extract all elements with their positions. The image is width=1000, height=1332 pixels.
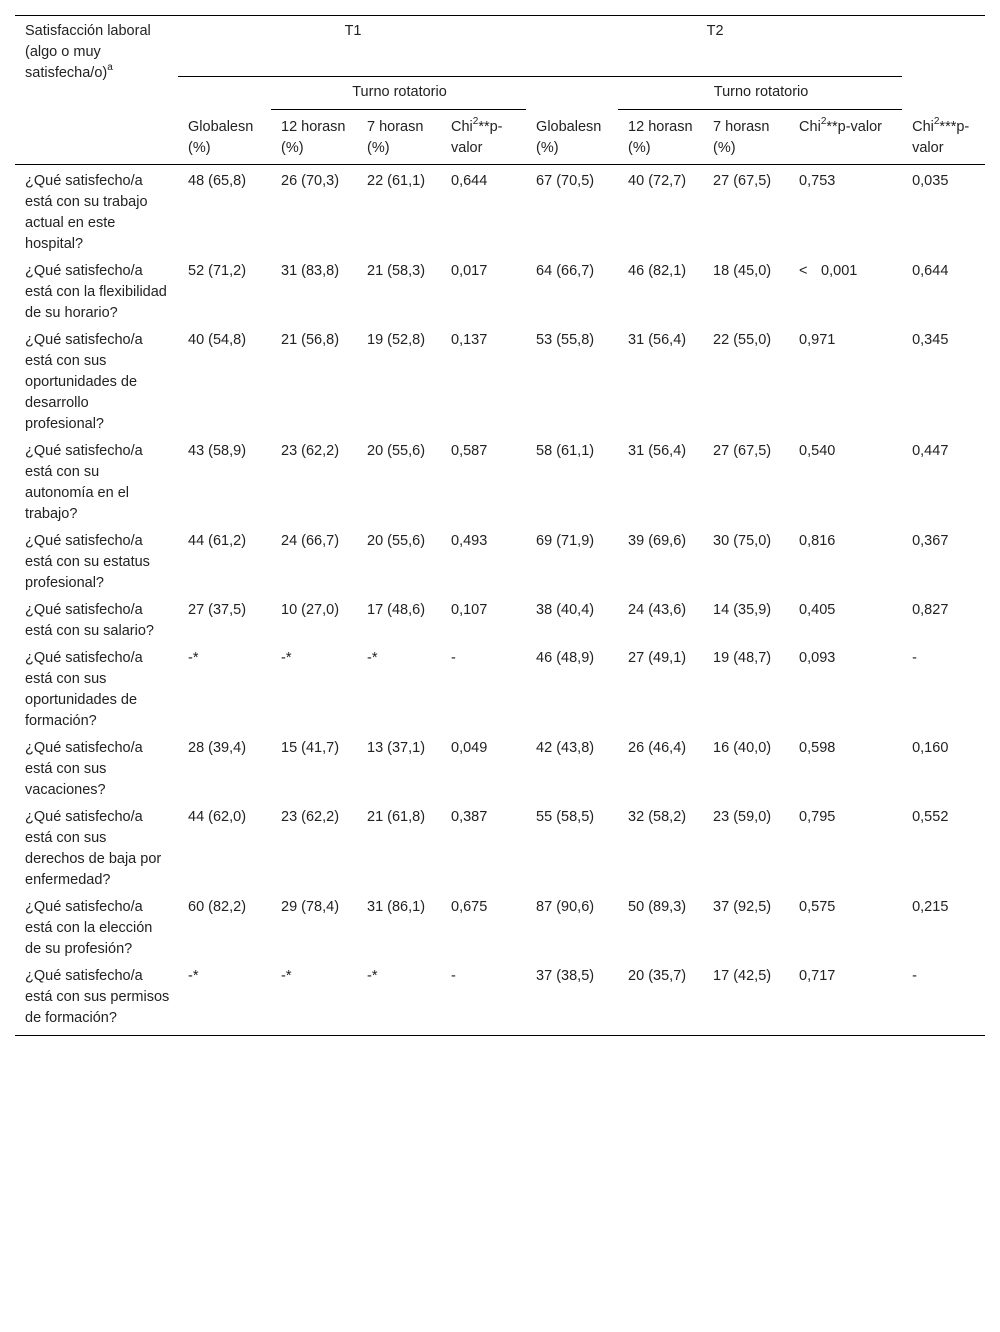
cell-t2-12h: 20 (35,7) [618,960,703,1036]
cell-t1-global: 27 (37,5) [188,602,247,618]
cell-t12-chi: 0,035 [912,173,949,189]
cell-t12-chi: - [912,650,917,666]
table-row [15,732,985,801]
cell-t1-7h: 19 (52,8) [367,332,426,348]
cell-t2-7h: 14 (35,9) [713,602,772,618]
cell-t12-chi: 0,644 [912,263,949,279]
question-cell: ¿Qué satisfecho/a está con su estatus profesional? [25,533,150,591]
cell-t2-12h: 50 (89,3) [628,899,687,915]
col-t2-chi: Chi$^2$**p-valor [789,110,902,165]
cell-t2-global: 55 (58,5) [536,809,595,825]
cell-t1-7h: -* [367,650,378,666]
t2-turno-header: Turno rotatorio [618,77,902,110]
cell-t1-global: 40 (54,8) [188,332,247,348]
cell-t2-chi: 0,540 [799,443,836,459]
cell-t2-global: 37 (38,5) [526,960,618,1036]
cell-t2-global: 87 (90,6) [536,899,595,915]
cell-t2-chi: 0,717 [789,960,902,1036]
cell-t2-chi: 0,093 [799,650,836,666]
cell-t1-global: 28 (39,4) [188,740,247,756]
cell-t2-chi: 0,753 [799,173,836,189]
cell-t1-7h: 22 (61,1) [367,173,426,189]
cell-t2-12h: 31 (56,4) [628,443,687,459]
cell-t2-global: 38 (40,4) [536,602,595,618]
cell-t12-chi: 0,215 [912,899,949,915]
cell-t2-chi: 0,971 [799,332,836,348]
question-cell: ¿Qué satisfecho/a está con su salario? [25,602,154,639]
cell-t1-12h: 23 (62,2) [281,443,340,459]
cell-t2-7h: 17 (42,5) [703,960,789,1036]
cell-t2-12h: 40 (72,7) [628,173,687,189]
cell-t2-global: 53 (55,8) [536,332,595,348]
cell-t1-chi: 0,137 [451,332,488,348]
cell-t1-7h: 20 (55,6) [367,443,426,459]
question-cell: ¿Qué satisfecho/a está con su autonomía en el trabajo? [25,443,143,522]
table-row [15,165,985,256]
col-t12-chi: Chi$^2$***p-valor [902,110,985,165]
cell-t12-chi: 0,447 [912,443,949,459]
cell-t1-global: 44 (61,2) [188,533,247,549]
question-cell: ¿Qué satisfecho/a está con sus oportunidades de desarrollo profesional? [25,332,143,432]
cell-t2-12h: 24 (43,6) [628,602,687,618]
col-t2-12h: 12 horasn (%) [618,110,703,165]
cell-t2-chi: 0,405 [799,602,836,618]
cell-t1-chi: 0,387 [451,809,488,825]
cell-t12-chi: 0,345 [912,332,949,348]
cell-t1-global: -* [178,960,271,1036]
cell-t1-chi: 0,049 [451,740,488,756]
cell-t2-7h: 18 (45,0) [713,263,772,279]
cell-t1-12h: 23 (62,2) [281,809,340,825]
cell-t1-global: -* [188,650,199,666]
cell-t1-chi: 0,107 [451,602,488,618]
less-than-sign: < [799,263,808,279]
cell-t1-12h: 26 (70,3) [281,173,340,189]
satisfaction-table [15,15,985,1036]
cell-t1-global: 43 (58,9) [188,443,247,459]
cell-t1-7h: 20 (55,6) [367,533,426,549]
row-label-header: Satisfacción laboral (algo o muy satisfecha/o)$^a$ [25,23,151,81]
table-row [15,324,985,435]
cell-t1-7h: 13 (37,1) [367,740,426,756]
cell-t1-7h: -* [357,960,441,1036]
cell-t1-7h: 21 (58,3) [367,263,426,279]
cell-t2-7h: 19 (48,7) [713,650,772,666]
cell-t1-12h: -* [281,650,292,666]
cell-t2-12h: 46 (82,1) [628,263,687,279]
cell-t2-12h: 26 (46,4) [628,740,687,756]
t2-header: T2 [526,16,902,77]
cell-t1-7h: 31 (86,1) [367,899,426,915]
cell-t1-global: 48 (65,8) [188,173,247,189]
cell-t2-global: 64 (66,7) [536,263,595,279]
cell-t1-chi: - [451,650,456,666]
cell-t12-chi: 0,552 [912,809,949,825]
cell-t1-12h: -* [271,960,357,1036]
col-t2-global: Globalesn (%) [526,110,618,165]
cell-t2-7h: 27 (67,5) [713,173,772,189]
col-t1-global: Globalesn (%) [178,110,271,165]
table-row [15,801,985,891]
cell-t2-global: 58 (61,1) [536,443,595,459]
cell-t1-12h: 21 (56,8) [281,332,340,348]
cell-t12-chi: 0,367 [912,533,949,549]
cell-t2-global: 67 (70,5) [536,173,595,189]
cell-t1-12h: 10 (27,0) [281,602,340,618]
cell-t1-chi: 0,017 [451,263,488,279]
cell-t2-7h: 22 (55,0) [713,332,772,348]
less-than-value: 0,001 [821,263,858,279]
cell-t2-global: 46 (48,9) [536,650,595,666]
table-row [15,525,985,594]
cell-t1-chi: 0,644 [451,173,488,189]
cell-t1-12h: 29 (78,4) [281,899,340,915]
col-t1-7h: 7 horasn (%) [357,110,441,165]
cell-t12-chi: 0,160 [912,740,949,756]
cell-t2-12h: 31 (56,4) [628,332,687,348]
cell-t1-chi: 0,675 [451,899,488,915]
t1-header: T1 [178,16,526,77]
cell-t1-global: 44 (62,0) [188,809,247,825]
cell-t2-7h: 27 (67,5) [713,443,772,459]
cell-t2-12h: 27 (49,1) [628,650,687,666]
cell-t2-chi [789,255,902,324]
cell-t1-12h: 31 (83,8) [281,263,340,279]
cell-t12-chi: 0,827 [912,602,949,618]
cell-t1-chi: 0,587 [451,443,488,459]
question-cell: ¿Qué satisfecho/a está con la elección de su profesión? [25,899,153,957]
table-row [15,960,985,1036]
cell-t2-12h: 32 (58,2) [628,809,687,825]
cell-t2-7h: 37 (92,5) [713,899,772,915]
table-row [15,642,985,732]
question-cell: ¿Qué satisfecho/a está con sus permisos de formación? [15,960,178,1036]
question-cell: ¿Qué satisfecho/a está con sus derechos de baja por enfermedad? [25,809,162,888]
cell-t2-chi: 0,816 [799,533,836,549]
cell-t1-global: 60 (82,2) [188,899,247,915]
cell-t12-chi: - [902,960,985,1036]
table-header [15,16,985,165]
cell-t2-7h: 23 (59,0) [713,809,772,825]
cell-t1-7h: 21 (61,8) [367,809,426,825]
table-row [15,891,985,960]
question-cell: ¿Qué satisfecho/a está con sus oportunidades de formación? [25,650,143,729]
table-row [15,255,985,324]
t1-turno-header: Turno rotatorio [271,77,526,110]
cell-t1-global: 52 (71,2) [188,263,247,279]
cell-t1-chi: 0,493 [451,533,488,549]
table-row [15,594,985,642]
cell-t1-7h: 17 (48,6) [367,602,426,618]
cell-t2-12h: 39 (69,6) [628,533,687,549]
cell-t2-global: 42 (43,8) [536,740,595,756]
cell-t1-chi: - [441,960,526,1036]
cell-t1-12h: 15 (41,7) [281,740,340,756]
cell-t2-chi: 0,575 [799,899,836,915]
cell-t1-12h: 24 (66,7) [281,533,340,549]
cell-t2-7h: 30 (75,0) [713,533,772,549]
table-row [15,435,985,525]
col-t1-chi: Chi$^2$**p-valor [441,110,526,165]
question-cell: ¿Qué satisfecho/a está con su trabajo actual en este hospital? [25,173,148,252]
col-t1-12h: 12 horasn (%) [271,110,357,165]
question-cell: ¿Qué satisfecho/a está con sus vacaciones? [25,740,143,798]
col-t2-7h: 7 horasn (%) [703,110,789,165]
cell-t2-chi: 0,795 [799,809,836,825]
question-cell: ¿Qué satisfecho/a está con la flexibilidad de su horario? [25,263,167,321]
cell-t2-chi: 0,598 [799,740,836,756]
table-body [15,165,985,1036]
cell-t2-7h: 16 (40,0) [713,740,772,756]
cell-t2-global: 69 (71,9) [536,533,595,549]
